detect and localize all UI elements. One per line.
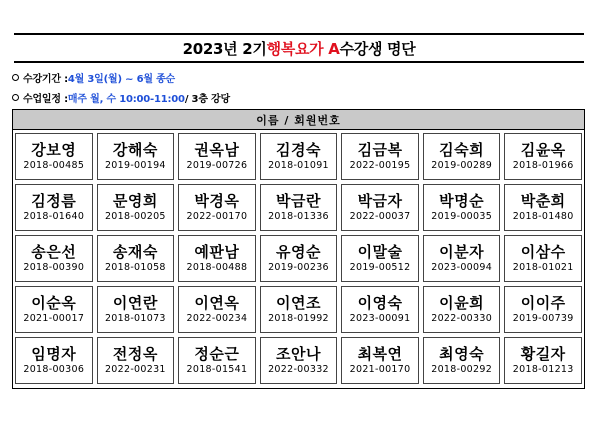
member-cell [178, 184, 256, 231]
member-cell [260, 235, 338, 282]
member-id: 2021-00017 [23, 313, 85, 324]
member-name: 임명자 [31, 345, 77, 363]
member-cell [178, 133, 256, 180]
member-name: 박금자 [357, 192, 403, 210]
member-id: 2022-00332 [268, 364, 329, 375]
member-name: 조안나 [276, 345, 321, 363]
member-id: 2018-01336 [268, 211, 329, 222]
member-name: 문영희 [112, 192, 158, 210]
member-id: 2018-01992 [268, 313, 329, 324]
member-cell [341, 184, 419, 231]
member-name: 김금복 [357, 141, 403, 159]
member-cell [423, 133, 501, 180]
member-name: 정순근 [194, 345, 240, 363]
member-cell [97, 337, 175, 384]
member-id: 2018-01213 [512, 364, 574, 375]
document-title [14, 33, 584, 63]
member-cell [504, 184, 582, 231]
member-cell [504, 133, 582, 180]
member-cell [260, 133, 338, 180]
member-cell [504, 286, 582, 333]
member-name: 김경숙 [276, 141, 321, 159]
member-cell [260, 286, 338, 333]
member-id: 2019-00512 [349, 262, 411, 273]
member-name: 박춘희 [520, 192, 566, 210]
table-header: 이름 / 회원번호 [13, 110, 584, 130]
member-cell [15, 286, 93, 333]
member-id: 2018-00205 [104, 211, 166, 222]
class-schedule-label: 수업일정 : [23, 94, 68, 105]
member-id: 2018-01480 [512, 211, 574, 222]
member-cell [15, 235, 93, 282]
member-cell [423, 184, 501, 231]
member-cell [260, 184, 338, 231]
member-name: 송재숙 [112, 243, 158, 261]
circle-bullet-icon [12, 94, 19, 101]
member-id: 2018-01073 [104, 313, 166, 324]
title-prefix: 2023년 2기 [182, 39, 267, 58]
member-id: 2018-00306 [23, 364, 85, 375]
class-location: / 3층 강당 [184, 94, 230, 105]
member-cell [504, 337, 582, 384]
member-name: 김정름 [31, 192, 77, 210]
member-id: 2022-00231 [104, 364, 166, 375]
member-cell [423, 337, 501, 384]
member-id: 2018-00292 [431, 364, 493, 375]
member-name: 박경옥 [194, 192, 240, 210]
member-id: 2019-00289 [431, 160, 493, 171]
member-id: 2018-01966 [512, 160, 574, 171]
member-name: 김숙희 [439, 141, 485, 159]
member-id: 2023-00094 [431, 262, 493, 273]
member-name: 유영순 [276, 243, 321, 261]
member-cell [15, 133, 93, 180]
member-id: 2018-00390 [23, 262, 85, 273]
member-cell [341, 337, 419, 384]
title-highlight: 행복요가 A [266, 39, 340, 58]
member-name: 강해숙 [112, 141, 158, 159]
member-id: 2019-00194 [104, 160, 166, 171]
member-name: 이연옥 [194, 294, 240, 312]
member-name: 이이주 [520, 294, 566, 312]
member-name: 최영숙 [439, 345, 485, 363]
member-name: 이연조 [276, 294, 321, 312]
member-name: 이분자 [439, 243, 485, 261]
member-id: 2018-01091 [268, 160, 329, 171]
member-name: 예판남 [194, 243, 240, 261]
member-name: 박금란 [276, 192, 321, 210]
member-cell [423, 235, 501, 282]
member-cell [178, 286, 256, 333]
member-id: 2019-00726 [186, 160, 248, 171]
member-cell [260, 337, 338, 384]
member-id: 2018-01541 [186, 364, 248, 375]
member-name: 이윤희 [439, 294, 485, 312]
member-id: 2019-00035 [431, 211, 493, 222]
member-id: 2019-00739 [512, 313, 574, 324]
member-cell [341, 133, 419, 180]
member-cell [97, 133, 175, 180]
member-id: 2018-01021 [512, 262, 574, 273]
member-cell [178, 337, 256, 384]
circle-bullet-icon [12, 74, 19, 81]
member-cell [504, 235, 582, 282]
member-cell [341, 286, 419, 333]
member-id: 2018-01640 [23, 211, 85, 222]
member-id: 2022-00170 [186, 211, 248, 222]
member-name: 전정옥 [112, 345, 158, 363]
member-id: 2022-00234 [186, 313, 248, 324]
member-cell [97, 184, 175, 231]
member-cell [97, 286, 175, 333]
member-name: 이영숙 [357, 294, 403, 312]
member-table [12, 109, 585, 389]
member-name: 최복연 [357, 345, 403, 363]
member-name: 강보영 [31, 141, 77, 159]
member-name: 이순옥 [31, 294, 77, 312]
member-name: 황길자 [520, 345, 566, 363]
member-cell [15, 337, 93, 384]
member-id: 2021-00170 [349, 364, 411, 375]
class-schedule-value: 매주 월, 수 10:00-11:00 [67, 94, 185, 105]
member-cell [15, 184, 93, 231]
member-id: 2023-00091 [349, 313, 411, 324]
member-id: 2022-00330 [431, 313, 493, 324]
member-cell [341, 235, 419, 282]
member-name: 박명순 [439, 192, 485, 210]
member-id: 2022-00037 [349, 211, 411, 222]
member-name: 이삼수 [520, 243, 566, 261]
member-name: 이연란 [112, 294, 158, 312]
title-suffix: 수강생 명단 [339, 39, 416, 58]
member-id: 2018-00488 [186, 262, 248, 273]
member-name: 송은선 [31, 243, 77, 261]
course-period [12, 70, 175, 85]
member-cell [97, 235, 175, 282]
member-id: 2019-00236 [268, 262, 329, 273]
course-period-value: 4월 3일(월) ~ 6월 종순 [67, 74, 176, 85]
member-name: 권옥남 [194, 141, 240, 159]
member-id: 2022-00195 [349, 160, 411, 171]
member-cell [423, 286, 501, 333]
member-name: 이말술 [357, 243, 403, 261]
class-schedule [12, 90, 230, 105]
member-id: 2018-01058 [104, 262, 166, 273]
course-period-label: 수강기간 : [23, 74, 68, 85]
member-grid [13, 130, 584, 386]
member-name: 김윤옥 [520, 141, 566, 159]
member-cell [178, 235, 256, 282]
member-id: 2018-00485 [23, 160, 85, 171]
